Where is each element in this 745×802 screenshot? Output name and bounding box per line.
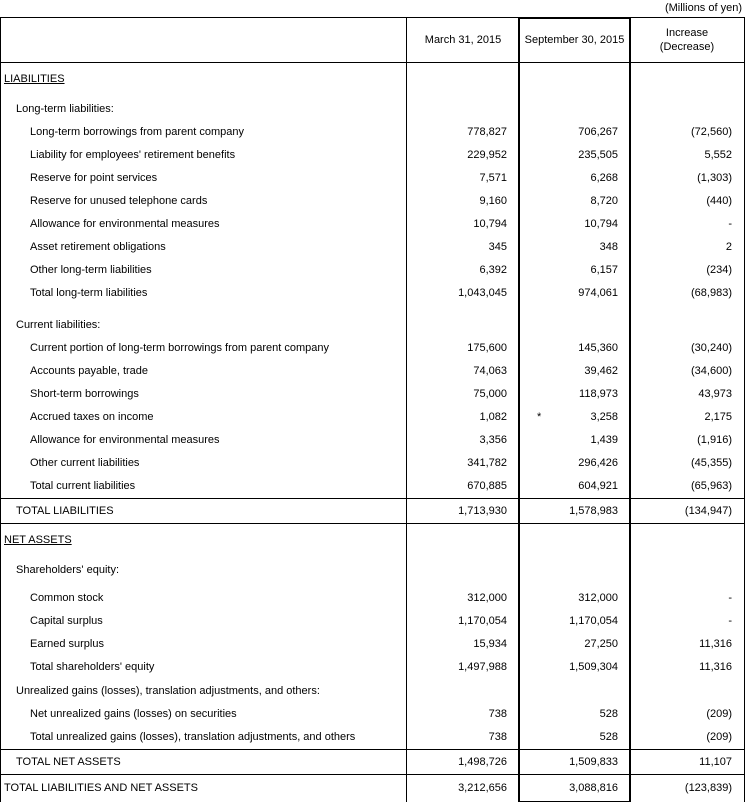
row-total-liabilities-march-cell: 1,713,930 xyxy=(458,505,507,517)
row-long-term-liabilities-heading-march-cell xyxy=(407,97,519,121)
row-total-unrealized-gains-march-cell: 738 xyxy=(488,731,507,743)
row-total-unrealized-gains xyxy=(1,726,744,749)
row-total-unrealized-gains-label: Total unrealized gains (losses), translation adjustments, and others xyxy=(30,731,356,743)
row-shareholders-equity-heading-march-cell xyxy=(407,558,519,582)
row-total-shareholders-equity-march-cell: 1,497,988 xyxy=(458,661,507,673)
row-long-term-borrowings-parent-march-cell: 778,827 xyxy=(467,126,507,138)
row-allowance-environmental-current-september-cell: 1,439 xyxy=(590,434,618,446)
row-asset-retirement-obligations-increase-cell: 2 xyxy=(725,241,732,253)
row-total-unrealized-gains-september-cell: 528 xyxy=(599,731,618,743)
row-other-long-term-liabilities xyxy=(1,259,744,282)
row-allowance-environmental-longterm-label: Allowance for environmental measures xyxy=(30,218,220,230)
row-employees-retirement-benefits-march-cell: 229,952 xyxy=(467,149,507,161)
row-total-long-term-liabilities-september-cell: 974,061 xyxy=(578,287,618,299)
row-accrued-taxes-on-income-label: Accrued taxes on income xyxy=(30,411,154,423)
row-long-term-borrowings-parent xyxy=(1,121,744,144)
row-net-unrealized-gains-securities xyxy=(1,703,744,726)
row-accrued-taxes-on-income xyxy=(1,406,744,429)
row-net-unrealized-gains-securities-label-cell xyxy=(1,703,407,726)
row-accounts-payable-trade-increase-cell: (34,600) xyxy=(691,365,732,377)
row-net-assets-heading-increase-cell xyxy=(630,528,744,552)
row-long-term-borrowings-parent-label: Long-term borrowings from parent company xyxy=(30,126,244,138)
row-total-net-assets-label-cell xyxy=(1,750,407,774)
row-total-net-assets xyxy=(1,749,744,775)
row-current-liabilities-heading-label: Current liabilities: xyxy=(16,319,101,331)
row-earned-surplus-label: Earned surplus xyxy=(30,638,104,650)
row-net-unrealized-gains-securities-march-cell: 738 xyxy=(488,708,507,720)
row-reserve-unused-telephone-cards-increase-cell: (440) xyxy=(706,195,732,207)
row-net-assets-heading-label: NET ASSETS xyxy=(4,534,72,546)
row-net-unrealized-gains-securities-september-cell: 528 xyxy=(599,708,618,720)
row-reserve-unused-telephone-cards-label-cell xyxy=(1,190,407,213)
column-header-september: September 30, 2015 xyxy=(524,34,625,46)
row-shareholders-equity-heading-september-cell xyxy=(519,558,630,582)
row-reserve-unused-telephone-cards-march-cell: 9,160 xyxy=(479,195,507,207)
row-total-net-assets-increase-cell: 11,107 xyxy=(699,756,732,768)
row-total-shareholders-equity-september-cell: 1,509,304 xyxy=(569,661,618,673)
row-short-term-borrowings-label-cell xyxy=(1,383,407,406)
row-total-liabilities-and-net-assets xyxy=(1,775,744,802)
row-total-current-liabilities-label-cell xyxy=(1,475,407,498)
row-shareholders-equity-heading-label: Shareholders' equity: xyxy=(16,564,119,576)
row-total-current-liabilities-increase-cell: (65,963) xyxy=(691,480,732,492)
row-long-term-borrowings-parent-label-cell xyxy=(1,121,407,144)
row-other-long-term-liabilities-increase-cell: (234) xyxy=(706,264,732,276)
row-total-liabilities-label-cell xyxy=(1,499,407,523)
row-unrealized-gains-heading xyxy=(1,679,744,703)
row-total-liabilities xyxy=(1,498,744,524)
row-total-shareholders-equity xyxy=(1,656,744,679)
spacer-september-cell xyxy=(519,305,630,313)
row-current-liabilities-heading-march-cell xyxy=(407,313,519,337)
row-current-portion-borrowings-parent-label-cell xyxy=(1,337,407,360)
row-liabilities-heading-increase-cell xyxy=(630,67,744,91)
row-net-unrealized-gains-securities-label: Net unrealized gains (losses) on securities xyxy=(30,708,237,720)
row-other-current-liabilities-march-cell: 341,782 xyxy=(467,457,507,469)
row-total-liabilities-and-net-assets-label-cell xyxy=(1,775,407,802)
row-current-portion-borrowings-parent-label: Current portion of long-term borrowings from parent company xyxy=(30,342,329,354)
row-common-stock-september-cell: 312,000 xyxy=(578,592,618,604)
row-total-current-liabilities-september-cell: 604,921 xyxy=(578,480,618,492)
row-total-shareholders-equity-label-cell xyxy=(1,656,407,679)
row-total-liabilities-and-net-assets-september-cell: 3,088,816 xyxy=(569,782,618,794)
row-other-current-liabilities-label: Other current liabilities xyxy=(30,457,140,469)
row-common-stock-march-cell: 312,000 xyxy=(467,592,507,604)
row-earned-surplus-march-cell: 15,934 xyxy=(473,638,507,650)
row-total-long-term-liabilities-label-cell xyxy=(1,282,407,305)
row-allowance-environmental-longterm-september-cell: 10,794 xyxy=(584,218,618,230)
row-short-term-borrowings-label: Short-term borrowings xyxy=(30,388,139,400)
spacer-march-cell xyxy=(407,305,519,313)
row-employees-retirement-benefits-increase-cell: 5,552 xyxy=(704,149,732,161)
row-shareholders-equity-heading xyxy=(1,558,744,582)
row-accrued-taxes-on-income-september-cell: * 3,258 xyxy=(519,406,630,429)
row-short-term-borrowings-september-cell: 118,973 xyxy=(579,388,618,400)
row-allowance-environmental-longterm-increase-cell: - xyxy=(728,218,732,230)
row-other-long-term-liabilities-label: Other long-term liabilities xyxy=(30,264,152,276)
row-total-net-assets-march-cell: 1,498,726 xyxy=(458,756,507,768)
row-current-liabilities-heading xyxy=(1,313,744,337)
row-total-liabilities-september-cell: 1,578,983 xyxy=(569,505,618,517)
row-common-stock-label: Common stock xyxy=(30,592,104,604)
row-total-current-liabilities xyxy=(1,475,744,498)
table-header xyxy=(1,18,744,63)
row-short-term-borrowings xyxy=(1,383,744,406)
row-reserve-unused-telephone-cards-label: Reserve for unused telephone cards xyxy=(30,195,208,207)
row-capital-surplus-label-cell xyxy=(1,610,407,633)
row-other-current-liabilities-september-cell: 296,426 xyxy=(578,457,618,469)
row-net-assets-heading xyxy=(1,528,744,552)
row-other-current-liabilities xyxy=(1,452,744,475)
row-employees-retirement-benefits-label: Liability for employees' retirement benefits xyxy=(30,149,236,161)
row-earned-surplus-label-cell xyxy=(1,633,407,656)
row-accounts-payable-trade-label-cell xyxy=(1,360,407,383)
row-total-net-assets-label: TOTAL NET ASSETS xyxy=(16,756,121,768)
row-accounts-payable-trade xyxy=(1,360,744,383)
row-shareholders-equity-heading-label-cell xyxy=(1,558,407,582)
row-reserve-point-services xyxy=(1,167,744,190)
row-total-liabilities-label: TOTAL LIABILITIES xyxy=(16,505,114,517)
row-accrued-taxes-on-income-increase-cell: 2,175 xyxy=(704,411,732,423)
row-long-term-liabilities-heading-label-cell xyxy=(1,97,407,121)
column-header-empty xyxy=(1,18,407,62)
row-capital-surplus-march-cell: 1,170,054 xyxy=(458,615,507,627)
row-capital-surplus-september-cell: 1,170,054 xyxy=(569,615,618,627)
row-short-term-borrowings-increase-cell: 43,973 xyxy=(698,388,732,400)
row-common-stock xyxy=(1,587,744,610)
row-allowance-environmental-current-label-cell xyxy=(1,429,407,452)
column-header-increase xyxy=(630,18,744,62)
row-capital-surplus-label: Capital surplus xyxy=(30,615,103,627)
row-total-shareholders-equity-increase-cell: 11,316 xyxy=(699,661,732,673)
row-total-liabilities-increase-cell: (134,947) xyxy=(684,505,732,517)
row-other-long-term-liabilities-september-cell: 6,157 xyxy=(590,264,618,276)
row-unrealized-gains-heading-march-cell xyxy=(407,679,519,703)
units-note: (Millions of yen) xyxy=(664,2,742,14)
row-asset-retirement-obligations-label: Asset retirement obligations xyxy=(30,241,166,253)
row-accounts-payable-trade-september-cell: 39,462 xyxy=(584,365,618,377)
row-total-long-term-liabilities-label: Total long-term liabilities xyxy=(30,287,148,299)
balance-sheet-table xyxy=(0,17,745,802)
row-short-term-borrowings-march-cell: 75,000 xyxy=(473,388,507,400)
row-asset-retirement-obligations-march-cell: 345 xyxy=(488,241,507,253)
row-capital-surplus-increase-cell: - xyxy=(728,615,732,627)
column-header-increase-line2: (Decrease) xyxy=(659,41,715,53)
spacer-increase-cell xyxy=(630,305,744,313)
net-assets-section xyxy=(1,524,744,749)
row-accrued-taxes-on-income-asterisk: * xyxy=(537,411,542,423)
row-asset-retirement-obligations-label-cell xyxy=(1,236,407,259)
row-liabilities-heading-label-cell xyxy=(1,67,407,91)
row-capital-surplus xyxy=(1,610,744,633)
row-long-term-liabilities-heading-increase-cell xyxy=(630,97,744,121)
row-liabilities-heading-march-cell xyxy=(407,67,519,91)
row-current-liabilities-heading-increase-cell xyxy=(630,313,744,337)
row-current-portion-borrowings-parent-september-cell: 145,360 xyxy=(578,342,618,354)
row-long-term-liabilities-heading-september-cell xyxy=(519,97,630,121)
row-long-term-liabilities-heading-label: Long-term liabilities: xyxy=(16,103,114,115)
row-common-stock-increase-cell: - xyxy=(728,592,732,604)
row-total-current-liabilities-label: Total current liabilities xyxy=(30,480,136,492)
row-reserve-point-services-label-cell xyxy=(1,167,407,190)
row-accounts-payable-trade-label: Accounts payable, trade xyxy=(30,365,149,377)
row-current-portion-borrowings-parent xyxy=(1,337,744,360)
total-liabilities-band xyxy=(1,498,744,524)
row-reserve-point-services-label: Reserve for point services xyxy=(30,172,158,184)
row-total-unrealized-gains-label-cell xyxy=(1,726,407,749)
row-current-portion-borrowings-parent-march-cell: 175,600 xyxy=(467,342,507,354)
row-asset-retirement-obligations xyxy=(1,236,744,259)
row-employees-retirement-benefits xyxy=(1,144,744,167)
row-total-current-liabilities-march-cell: 670,885 xyxy=(467,480,507,492)
row-total-long-term-liabilities xyxy=(1,282,744,305)
row-liabilities-heading-label: LIABILITIES xyxy=(4,73,65,85)
row-net-assets-heading-september-cell xyxy=(519,528,630,552)
row-reserve-point-services-march-cell: 7,571 xyxy=(479,172,507,184)
row-employees-retirement-benefits-label-cell xyxy=(1,144,407,167)
row-net-unrealized-gains-securities-increase-cell: (209) xyxy=(706,708,732,720)
row-long-term-borrowings-parent-september-cell: 706,267 xyxy=(578,126,618,138)
spacer-row xyxy=(1,305,744,313)
row-allowance-environmental-current-march-cell: 3,356 xyxy=(479,434,507,446)
row-allowance-environmental-longterm-march-cell: 10,794 xyxy=(473,218,507,230)
row-other-long-term-liabilities-march-cell: 6,392 xyxy=(479,264,507,276)
row-allowance-environmental-current xyxy=(1,429,744,452)
row-liabilities-heading-september-cell xyxy=(519,67,630,91)
liabilities-section xyxy=(1,63,744,498)
row-earned-surplus-september-cell: 27,250 xyxy=(584,638,618,650)
row-current-portion-borrowings-parent-increase-cell: (30,240) xyxy=(691,342,732,354)
row-accrued-taxes-on-income-march-cell: 1,082 xyxy=(479,411,507,423)
row-total-net-assets-september-cell: 1,509,833 xyxy=(569,756,618,768)
row-earned-surplus xyxy=(1,633,744,656)
row-total-liabilities-and-net-assets-march-cell: 3,212,656 xyxy=(458,782,507,794)
row-employees-retirement-benefits-september-cell: 235,505 xyxy=(578,149,618,161)
row-allowance-environmental-current-label: Allowance for environmental measures xyxy=(30,434,220,446)
row-unrealized-gains-heading-label-cell xyxy=(1,679,407,703)
row-unrealized-gains-heading-september-cell xyxy=(519,679,630,703)
column-header-march: March 31, 2015 xyxy=(424,34,502,46)
row-shareholders-equity-heading-increase-cell xyxy=(630,558,744,582)
row-total-long-term-liabilities-march-cell: 1,043,045 xyxy=(458,287,507,299)
total-net-assets-band xyxy=(1,749,744,775)
row-other-current-liabilities-increase-cell: (45,355) xyxy=(691,457,732,469)
row-reserve-unused-telephone-cards-september-cell: 8,720 xyxy=(590,195,618,207)
row-total-liabilities-and-net-assets-increase-cell: (123,839) xyxy=(684,782,732,794)
row-accrued-taxes-on-income-label-cell xyxy=(1,406,407,429)
grand-total-band xyxy=(1,775,744,802)
column-header-increase-line1: Increase xyxy=(665,27,709,39)
row-long-term-liabilities-heading xyxy=(1,97,744,121)
row-reserve-unused-telephone-cards xyxy=(1,190,744,213)
row-current-liabilities-heading-label-cell xyxy=(1,313,407,337)
row-other-long-term-liabilities-label-cell xyxy=(1,259,407,282)
row-current-liabilities-heading-september-cell xyxy=(519,313,630,337)
row-unrealized-gains-heading-increase-cell xyxy=(630,679,744,703)
row-allowance-environmental-longterm xyxy=(1,213,744,236)
row-net-assets-heading-march-cell xyxy=(407,528,519,552)
row-asset-retirement-obligations-september-cell: 348 xyxy=(599,241,618,253)
row-liabilities-heading xyxy=(1,67,744,91)
row-total-liabilities-and-net-assets-label: TOTAL LIABILITIES AND NET ASSETS xyxy=(4,782,198,794)
row-total-unrealized-gains-increase-cell: (209) xyxy=(706,731,732,743)
row-other-current-liabilities-label-cell xyxy=(1,452,407,475)
row-common-stock-label-cell xyxy=(1,587,407,610)
spacer-label-cell xyxy=(1,305,407,313)
row-earned-surplus-increase-cell: 11,316 xyxy=(699,638,732,650)
row-unrealized-gains-heading-label: Unrealized gains (losses), translation adjustments, and others: xyxy=(16,685,320,697)
row-reserve-point-services-september-cell: 6,268 xyxy=(590,172,618,184)
row-allowance-environmental-longterm-label-cell xyxy=(1,213,407,236)
row-net-assets-heading-label-cell xyxy=(1,528,407,552)
row-accounts-payable-trade-march-cell: 74,063 xyxy=(473,365,507,377)
row-total-shareholders-equity-label: Total shareholders' equity xyxy=(30,661,155,673)
row-reserve-point-services-increase-cell: (1,303) xyxy=(697,172,732,184)
row-total-long-term-liabilities-increase-cell: (68,983) xyxy=(691,287,732,299)
row-allowance-environmental-current-increase-cell: (1,916) xyxy=(697,434,732,446)
row-long-term-borrowings-parent-increase-cell: (72,560) xyxy=(691,126,732,138)
